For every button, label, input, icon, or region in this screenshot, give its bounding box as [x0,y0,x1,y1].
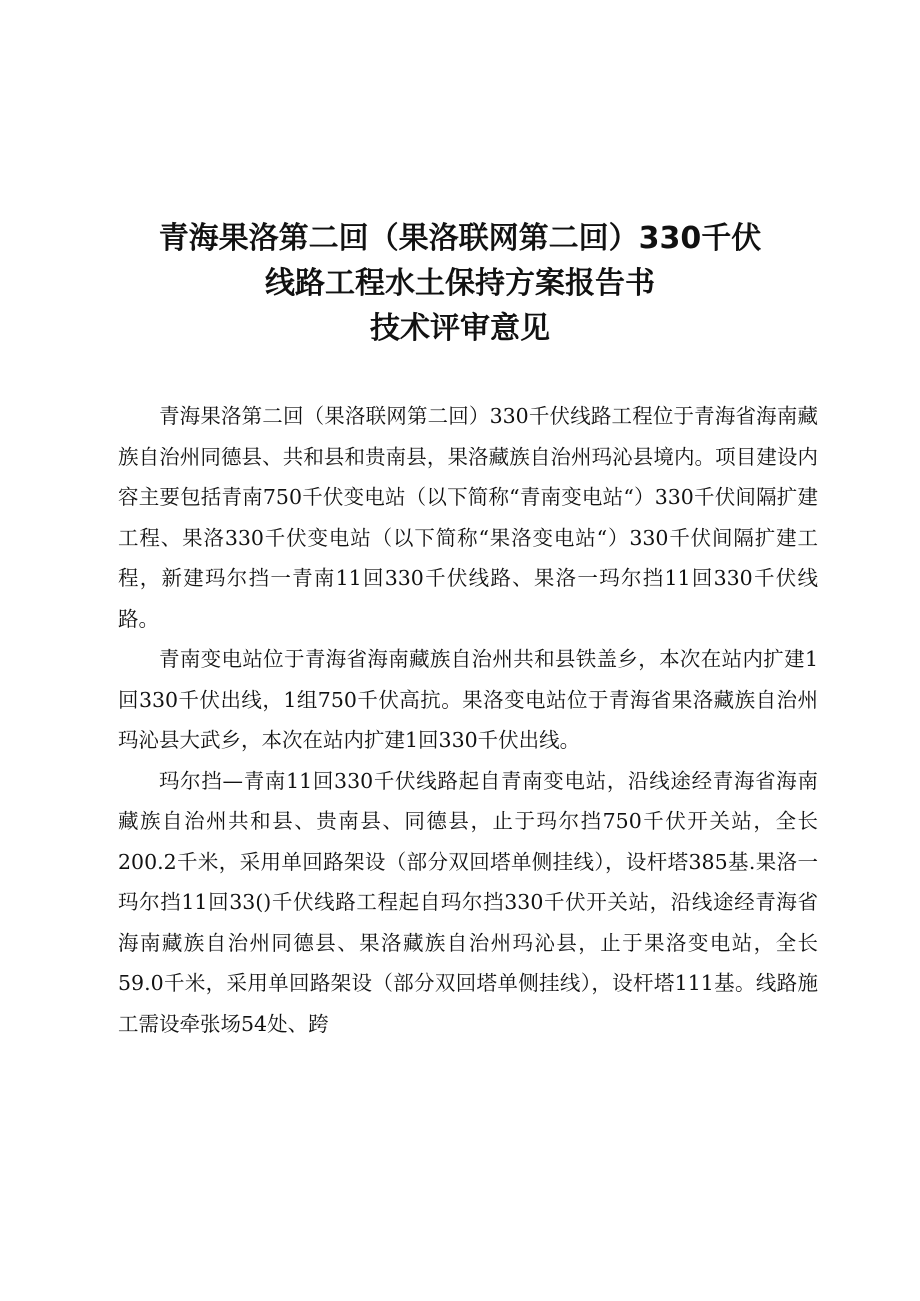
paragraph-project-overview: 青海果洛第二回（果洛联网第二回）330千伏线路工程位于青海省海南藏族自治州同德县、共和县和贵南县，果洛藏族自治州玛沁县境内。项目建设内容主要包括青南750千伏变电站（以下简称“青南变电站“）330千伏间隔扩建工程、果洛330千伏变电站（以下简称“果洛变电站“）330千伏间隔扩建工程，新建玛尔挡一青南11回330千伏线路、果洛一玛尔挡11回330千伏线路。 [118,404,818,631]
document-title [0,216,920,351]
paragraph-substations: 青南变电站位于青海省海南藏族自治州共和县铁盖乡，本次在站内扩建1回330千伏出线，1组750千伏高抗。果洛变电站位于青海省果洛藏族自治州玛沁县大武乡，本次在站内扩建1回330千伏出线。 [118,647,818,752]
document-body [118,396,818,1044]
title-line-1: 青海果洛第二回（果洛联网第二回）330千伏 [158,221,762,256]
title-line-3: 技术评审意见 [370,311,550,346]
paragraph-transmission-lines: 玛尔挡—青南11回330千伏线路起自青南变电站，沿线途经青海省海南藏族自治州共和县、贵南县、同德县，止于玛尔挡750千伏开关站，全长200.2千米，采用单回路架设（部分双回塔单侧挂线），设杆塔385基.果洛一玛尔挡11回33()千伏线路工程起自玛尔挡330千伏开关站，沿线途经青海省海南藏族自治州同德县、果洛藏族自治州玛沁县，止于果洛变电站，全长59.0千米，采用单回路架设（部分双回塔单侧挂线），设杆塔111基。线路施工需设牵张场54处、跨 [118,768,818,1036]
title-line-2: 线路工程水土保持方案报告书 [265,266,655,301]
